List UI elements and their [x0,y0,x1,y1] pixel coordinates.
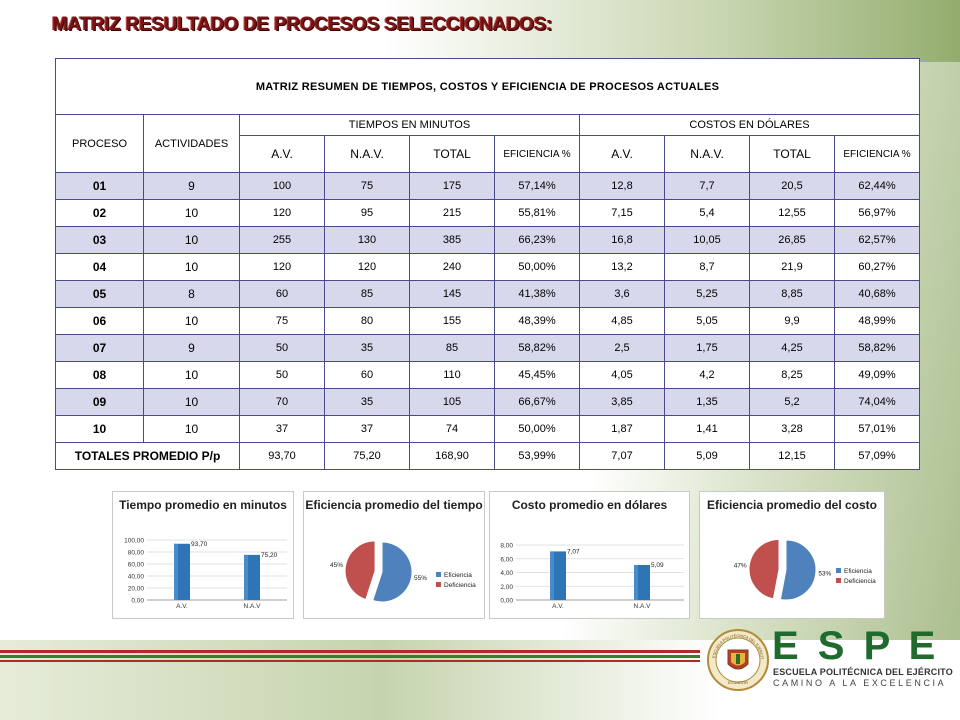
slice-label: 55% [414,575,428,583]
table-cell: 49,09% [835,362,920,389]
legend-swatch [836,578,841,583]
table-cell: 50 [240,362,325,389]
table-cell: 75 [240,308,325,335]
divider-red [0,650,700,653]
table-cell: 12,8 [580,173,665,200]
table-row [56,416,920,443]
y-tick-label: 20,00 [127,585,144,593]
table-cell: 3,28 [750,416,835,443]
chart-title: Eficiencia promedio del tiempo [305,498,483,512]
header-actividades: ACTIVIDADES [144,115,240,173]
table-cell: 2,5 [580,335,665,362]
pie-slice [345,541,375,600]
legend-swatch [436,572,441,577]
table-caption: MATRIZ RESUMEN DE TIEMPOS, COSTOS Y EFICIENCIA DE PROCESOS ACTUALES [56,59,920,115]
table-cell: 21,9 [750,254,835,281]
table-cell: 240 [410,254,495,281]
table-cell: 56,97% [835,200,920,227]
table-cell: 3,85 [580,389,665,416]
table-cell: 9,9 [750,308,835,335]
table-cell: 37 [325,416,410,443]
table-row [56,362,920,389]
process-id-cell: 08 [56,362,144,389]
table-cell: 1,35 [665,389,750,416]
process-id-cell: 10 [56,416,144,443]
header-proceso: PROCESO [56,115,144,173]
table-cell: 74,04% [835,389,920,416]
chart-title: Tiempo promedio en minutos [119,498,287,512]
table-cell: 120 [240,200,325,227]
table-cell: 10 [144,416,240,443]
table-cell: 66,23% [495,227,580,254]
table-cell: 175 [410,173,495,200]
totals-cell: 168,90 [410,443,495,470]
table-cell: 74 [410,416,495,443]
table-cell: 4,05 [580,362,665,389]
table-cell: 1,87 [580,416,665,443]
table-cell: 20,5 [750,173,835,200]
header-costos: COSTOS EN DÓLARES [580,115,920,136]
table-cell: 100 [240,173,325,200]
table-cell: 215 [410,200,495,227]
table-cell: 8 [144,281,240,308]
table-cell: 60,27% [835,254,920,281]
table-cell: 48,99% [835,308,920,335]
table-cell: 7,15 [580,200,665,227]
totals-row [56,443,920,470]
table-cell: 1,75 [665,335,750,362]
table-cell: 12,55 [750,200,835,227]
bar-chart-costo [490,492,689,618]
data-label: 7,07 [567,548,580,556]
bar-highlight [244,555,248,600]
table-cell: 10 [144,362,240,389]
table-cell: 85 [410,335,495,362]
y-tick-label: 0,00 [131,597,144,605]
table-cell: 5,25 [665,281,750,308]
divider-red-thin [0,660,700,662]
table-cell: 7,7 [665,173,750,200]
chart-title: Eficiencia promedio del costo [706,498,878,512]
table-cell: 55,81% [495,200,580,227]
table-cell: 8,7 [665,254,750,281]
table-cell: 9 [144,173,240,200]
table-cell: 4,2 [665,362,750,389]
table-cell: 5,05 [665,308,750,335]
subheader-cell: EFICIENCIA % [835,136,920,173]
table-cell: 385 [410,227,495,254]
data-label: 93,70 [191,540,208,548]
table-cell: 5,2 [750,389,835,416]
table-cell: 62,57% [835,227,920,254]
process-id-cell: 03 [56,227,144,254]
table-cell: 8,85 [750,281,835,308]
table-cell: 4,25 [750,335,835,362]
bar-highlight [174,544,178,600]
table-row [56,173,920,200]
pie-slice [780,540,816,600]
table-row [56,281,920,308]
table-cell: 13,2 [580,254,665,281]
subheader-cell: N.A.V. [665,136,750,173]
table-cell: 35 [325,335,410,362]
subheader-cell: TOTAL [410,136,495,173]
table-cell: 155 [410,308,495,335]
table-cell: 50 [240,335,325,362]
table-cell: 9 [144,335,240,362]
chart-tiempo-promedio [112,491,294,619]
y-tick-label: 100,00 [124,537,144,545]
bar-chart-tiempo [113,492,293,618]
process-id-cell: 07 [56,335,144,362]
espe-seal-icon [706,628,768,690]
table-cell: 40,68% [835,281,920,308]
x-tick-label: N.A.V [633,603,651,610]
table-cell: 10 [144,227,240,254]
table-row [56,308,920,335]
table-row [56,389,920,416]
table-cell: 5,4 [665,200,750,227]
table-cell: 60 [240,281,325,308]
chart-costo-promedio [489,491,690,619]
table-cell: 57,14% [495,173,580,200]
table-cell: 70 [240,389,325,416]
totals-cell: 12,15 [750,443,835,470]
table-cell: 10,05 [665,227,750,254]
subheader-cell: TOTAL [750,136,835,173]
pie-chart-tiempo [304,492,484,618]
table-cell: 37 [240,416,325,443]
table-cell: 8,25 [750,362,835,389]
table-row [56,200,920,227]
pie-slice [373,542,412,602]
totals-cell: 93,70 [240,443,325,470]
y-tick-label: 80,00 [127,549,144,557]
table-cell: 50,00% [495,416,580,443]
table-cell: 62,44% [835,173,920,200]
table-cell: 50,00% [495,254,580,281]
table-cell: 35 [325,389,410,416]
table-cell: 75 [325,173,410,200]
table-cell: 3,6 [580,281,665,308]
process-id-cell: 02 [56,200,144,227]
table-cell: 130 [325,227,410,254]
table-cell: 58,82% [495,335,580,362]
totals-cell: 5,09 [665,443,750,470]
y-tick-label: 6,00 [500,556,513,564]
logo-letters: E S P E [772,624,940,668]
y-tick-label: 4,00 [500,570,513,577]
data-label: 5,09 [651,562,664,570]
table-cell: 57,01% [835,416,920,443]
chart-title: Costo promedio en dólares [511,498,668,512]
table-cell: 58,82% [835,335,920,362]
summary-table [55,58,920,470]
subheader-cell: A.V. [580,136,665,173]
x-tick-label: A.V. [552,603,564,610]
table-cell: 10 [144,308,240,335]
slice-label: 47% [733,562,747,570]
slice-label: 45% [330,561,344,569]
espe-logo [706,624,953,692]
y-tick-label: 0,00 [500,597,513,605]
legend-swatch [436,582,441,587]
logo-motto: CAMINO A LA EXCELENCIA [773,678,947,688]
legend-label: Eficiencia [444,572,472,579]
table-cell: 26,85 [750,227,835,254]
divider-green [0,655,700,658]
y-tick-label: 2,00 [500,583,513,591]
table-cell: 95 [325,200,410,227]
table-cell: 48,39% [495,308,580,335]
y-tick-label: 60,00 [127,561,144,569]
subheader-cell: EFICIENCIA % [495,136,580,173]
table-cell: 10 [144,254,240,281]
table-cell: 120 [325,254,410,281]
slice-label: 53% [818,570,832,578]
table-cell: 1,41 [665,416,750,443]
table-cell: 10 [144,389,240,416]
legend-swatch [836,568,841,573]
subheader-cell: A.V. [240,136,325,173]
table-cell: 255 [240,227,325,254]
pie-chart-costo [700,492,884,618]
table-cell: 105 [410,389,495,416]
totals-cell: 57,09% [835,443,920,470]
x-tick-label: A.V. [176,603,188,610]
table-cell: 60 [325,362,410,389]
process-id-cell: 05 [56,281,144,308]
svg-text:ECUADOR: ECUADOR [727,680,749,685]
process-id-cell: 04 [56,254,144,281]
data-label: 75,20 [261,551,278,559]
chart-eficiencia-tiempo [303,491,485,619]
totals-cell: 53,99% [495,443,580,470]
table-cell: 45,45% [495,362,580,389]
bar-highlight [634,565,638,600]
table-cell: 145 [410,281,495,308]
legend-label: Deficiencia [444,582,476,589]
table-row [56,227,920,254]
bar-highlight [550,551,554,600]
subheader-cell: N.A.V. [325,136,410,173]
totals-cell: 75,20 [325,443,410,470]
table-cell: 66,67% [495,389,580,416]
process-id-cell: 09 [56,389,144,416]
table-cell: 120 [240,254,325,281]
pie-slice [749,539,779,598]
table-cell: 110 [410,362,495,389]
header-tiempos: TIEMPOS EN MINUTOS [240,115,580,136]
table-cell: 10 [144,200,240,227]
slide-title: MATRIZ RESULTADO DE PROCESOS SELECCIONADOS: [52,14,553,35]
process-id-cell: 06 [56,308,144,335]
chart-eficiencia-costo [699,491,885,619]
process-id-cell: 01 [56,173,144,200]
table-cell: 80 [325,308,410,335]
table-cell: 16,8 [580,227,665,254]
logo-name: ESCUELA POLITÉCNICA DEL EJÉRCITO [773,667,953,677]
table-cell: 41,38% [495,281,580,308]
table-cell: 85 [325,281,410,308]
table-row [56,335,920,362]
totals-label: TOTALES PROMEDIO P/p [56,443,240,470]
legend-label: Deficiencia [844,578,876,585]
table-cell: 4,85 [580,308,665,335]
svg-text:ESCUELA POLITÉCNICA DEL EJÉRCI: ESCUELA POLITÉCNICA DEL EJÉRCIT [712,633,765,660]
y-tick-label: 40,00 [127,573,144,581]
totals-cell: 7,07 [580,443,665,470]
y-tick-label: 8,00 [500,542,513,550]
x-tick-label: N.A.V [243,603,261,610]
legend-label: Eficiencia [844,568,872,575]
table-row [56,254,920,281]
